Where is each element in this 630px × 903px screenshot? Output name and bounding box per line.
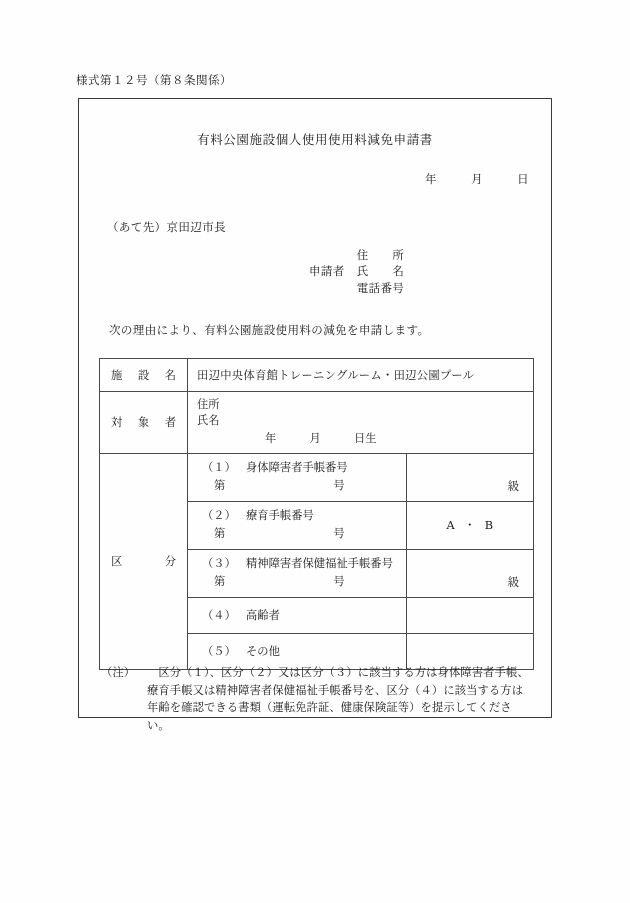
category-3-title: 精神障害者保健福祉手帳番号 bbox=[246, 557, 393, 571]
category-label: 区 分 bbox=[111, 555, 176, 569]
category-5-title: その他 bbox=[246, 645, 280, 659]
target-dob-month: 月 bbox=[309, 432, 321, 446]
addressee: （あて先）京田辺市長 bbox=[107, 220, 226, 234]
category-3-value-cell[interactable] bbox=[407, 549, 534, 597]
category-3-number: （３） bbox=[202, 557, 236, 571]
category-4-value-cell[interactable] bbox=[407, 597, 534, 633]
category-1-dai: 第 bbox=[214, 478, 226, 492]
category-1-title: 身体障害者手帳番号 bbox=[246, 461, 348, 475]
category-3-cell bbox=[188, 549, 407, 597]
target-value-cell[interactable] bbox=[188, 392, 534, 454]
category-1-grade-label: 級 bbox=[507, 480, 520, 494]
form-frame bbox=[78, 98, 552, 732]
facility-label-cell bbox=[100, 359, 188, 392]
target-name-label: 氏名 bbox=[197, 413, 220, 427]
category-2-option-a[interactable]: A bbox=[446, 519, 456, 533]
category-3-grade-label: 級 bbox=[507, 576, 520, 590]
footnote-label: （注） bbox=[101, 666, 136, 679]
category-4-cell bbox=[188, 597, 407, 633]
applicant-label: 申請者 bbox=[309, 264, 345, 279]
category-2-option-b[interactable]: B bbox=[484, 519, 494, 533]
table-row-facility bbox=[100, 359, 534, 392]
category-3-dai: 第 bbox=[214, 574, 226, 588]
category-1-gou: 号 bbox=[333, 478, 345, 492]
date-day-label: 日 bbox=[517, 172, 529, 186]
category-4-title: 高齢者 bbox=[246, 609, 280, 623]
category-3-gou: 号 bbox=[333, 574, 345, 588]
category-2-ab-options bbox=[407, 517, 533, 533]
date-month-label: 月 bbox=[471, 172, 483, 186]
category-label-cell bbox=[100, 453, 188, 669]
application-table bbox=[99, 358, 534, 670]
table-row-category-1 bbox=[100, 453, 534, 501]
target-address-label: 住所 bbox=[197, 398, 220, 411]
applicant-block bbox=[309, 247, 404, 296]
target-dob-year: 年 bbox=[265, 432, 277, 446]
applicant-phone-label: 電話番号 bbox=[356, 280, 405, 295]
target-label-cell bbox=[100, 392, 188, 454]
applicant-name-label: 氏 名 bbox=[356, 264, 405, 279]
target-dob-line bbox=[197, 431, 524, 447]
page-title: 有料公園施設個人使用使用料減免申請書 bbox=[197, 132, 433, 147]
category-1-value-cell[interactable] bbox=[407, 453, 534, 501]
target-dob-day: 日生 bbox=[354, 432, 377, 446]
category-1-cell bbox=[188, 453, 407, 501]
category-2-value-cell[interactable] bbox=[407, 501, 534, 549]
category-2-cell bbox=[188, 501, 407, 549]
form-number: 様式第１２号（第８条関係） bbox=[76, 73, 232, 87]
category-5-number: （５） bbox=[202, 645, 236, 659]
facility-name: 田辺中央体育館トレーニングルーム・田辺公園プール bbox=[197, 369, 475, 382]
date-line bbox=[425, 171, 529, 187]
category-2-number: （２） bbox=[202, 509, 236, 523]
date-year-label: 年 bbox=[425, 172, 437, 186]
category-2-dai: 第 bbox=[214, 526, 226, 540]
category-1-number: （１） bbox=[202, 461, 236, 475]
category-2-title: 療育手帳番号 bbox=[246, 509, 314, 523]
category-2-separator: ・ bbox=[464, 519, 476, 533]
applicant-address-label: 住 所 bbox=[356, 248, 405, 262]
category-4-number: （４） bbox=[202, 609, 236, 623]
target-person-label: 対 象 者 bbox=[111, 416, 176, 430]
request-statement: 次の理由により、有料公園施設使用料の減免を申請します。 bbox=[109, 323, 430, 337]
table-row-target-person bbox=[100, 392, 534, 454]
facility-label: 施 設 名 bbox=[111, 369, 176, 382]
category-2-gou: 号 bbox=[333, 526, 345, 540]
facility-value-cell bbox=[188, 359, 534, 392]
footnote bbox=[101, 664, 533, 734]
footnote-text: 区分（１）、区分（２）又は区分（３）に該当する方は身体障害者手帳、療育手帳又は精神障害者保健福祉手帳番号を、区分（４）に該当する方は年齢を確認できる書類（運転免許証、健康保険証等）を提示してください。 bbox=[147, 666, 529, 732]
